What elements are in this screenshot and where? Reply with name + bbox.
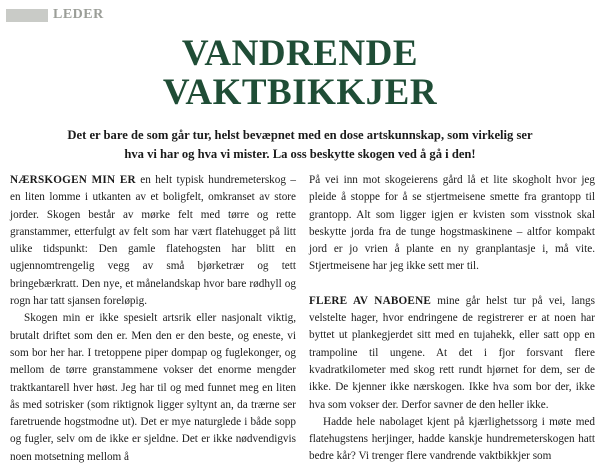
left-paragraph-2: Skogen min er ikke spesielt artsrik eller nasjonalt viktig, brutalt driftet som den er. Men den er den beste, og eneste, vi som bor her har. I tretoppene piper dompap og fuglekonger, og mellom de tørre granstammene vokser det enorme mengder traktkantarell hver høst. Jeg har til og med funnet meg en liten ås med sotrisker (som riktignok ligger syltynt an, da trærne ser faretruende hogstmodne ut). Det er mye naturglede i både sopp og fugler, selv om de ikke er sjeldne. Det er ikke nødvendigvis noen motsetning mellom å [10,312,296,463]
right-paragraph-3: Hadde hele nabolaget kjent på kjærlighetssorg i møte med flatehugstens herjinger, hadde kanskje hundremeterskogen hatt bedre kår? Vi trenger flere vandrende vaktbikkjer som [309,415,595,463]
left-column [10,172,296,466]
left-paragraph-1-text: en helt typisk hundremeterskog – en liten lomme i utkanten av et boligfelt, omkranset av store jorder. Skogen består av mørke felt med tørre og rette granstammer, etterfulgt av felt som har vært flatehugget på litt ulike tidspunkt: Den gamle flatehogsten har blitt en ugjennomtrengelig vegg av små bjørketrær og tett bringebærkratt. Den nye, et månelandskap hvor bare rødhyll og rogn har tatt sjansen foreløpig. [10,174,297,308]
headline-line-1: VANDRENDE [181,33,419,74]
left-paragraph-1-lead: NÆRSKOGEN MIN ER [10,174,136,186]
right-paragraph-2 [309,293,595,414]
lead-paragraph: Det er bare de som går tur, helst bevæpnet med en dose artskunnskap, som virkelig ser hva vi har og hva vi mister. La oss beskytte skogen ved å gå i den! [67,128,533,161]
section-tag-bar [6,9,48,22]
headline-line-2: VAKTBIKKJER [162,72,438,113]
right-paragraph-2-lead: FLERE AV NABOENE [309,294,432,307]
right-paragraph-2-text: mine går helst tur på vei, langs velstelte hager, hvor endringene de registrerer er at noen har byttet ut plankegjerdet sitt med en tujahekk, eller satt opp en trampoline til ungene. At det i fjor forsvant flere kvadratkilometer med skog rett rundt hjørnet for dem, ser de ikke. De kjenner ikke nærskogen. Ikke hva som bor der, ikke hva som vokser der. Derfor savner de den heller ikke. [309,294,595,411]
left-paragraph-1 [10,172,296,310]
right-paragraph-1: På vei inn mot skogeierens gård lå et lite skogholt hvor jeg pleide å stoppe for å se stjertmeisene smette fra grantopp til grantopp. Alt som ligger igjen er kvisten som visstnok skal beskytte jorda fra de tunge hogstmaskinene – altfor kompakt jord er jo vrien å plante en ny granplantasje i, må vite. Stjertmeisene har jeg ikke sett mer til. [309,174,595,273]
right-column [309,172,595,466]
section-tag-label: LEDER [53,7,104,22]
section-tag [6,7,104,23]
headline [0,34,600,112]
